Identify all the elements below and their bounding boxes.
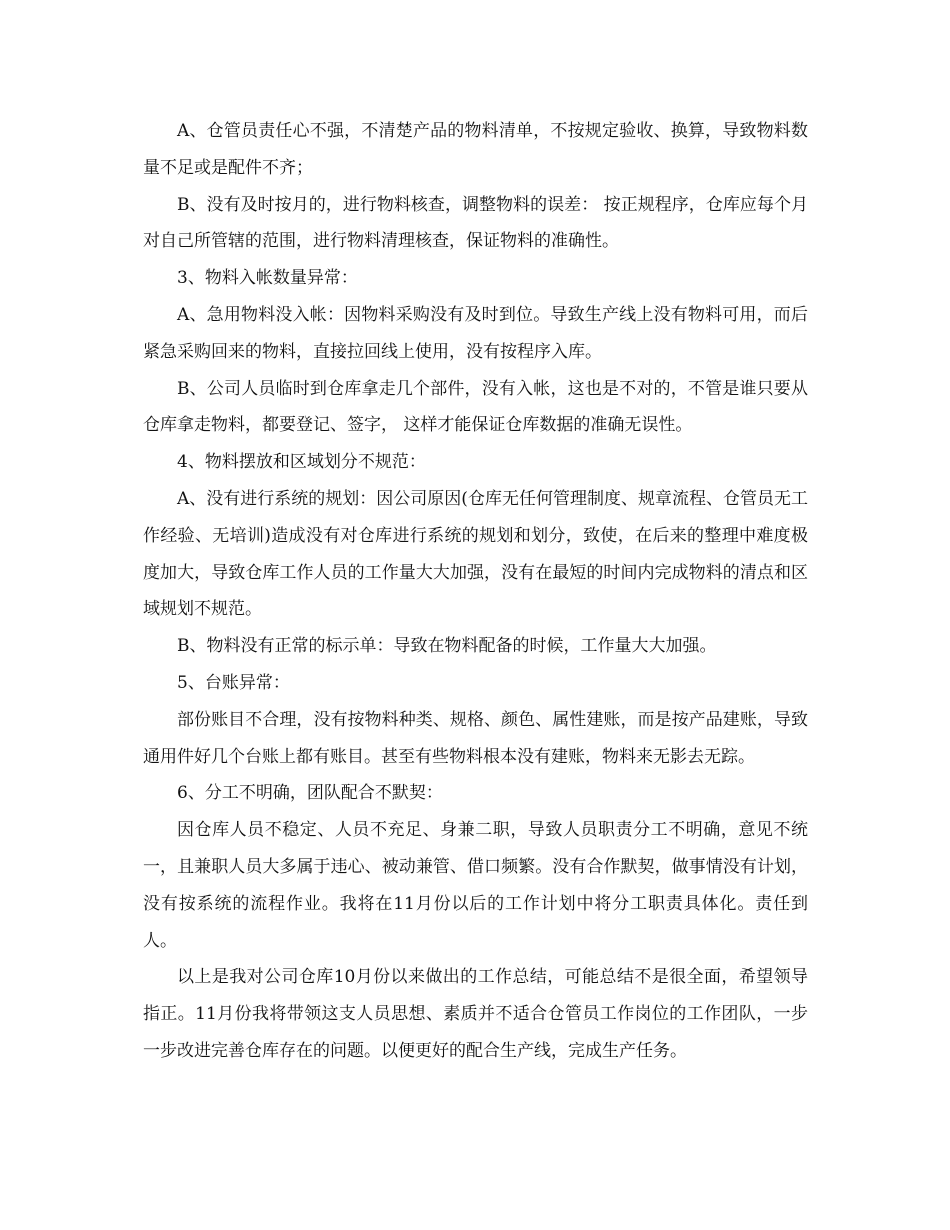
- paragraph-5: 部份账目不合理，没有按物料种类、规格、颜色、属性建账，而是按产品建账，导致通用件好几个台账上都有账目。甚至有些物料根本没有建账，物料来无影去无踪。: [143, 709, 808, 767]
- heading-4: 4、物料摆放和区域划分不规范：: [177, 452, 426, 473]
- paragraph-6: 因仓库人员不稳定、人员不充足、身兼二职，导致人员职责分工不明确，意见不统一，且兼职人员大多属于违心、被动兼管、借口频繁。没有合作默契，做事情没有计划，没有按系统的流程作业。我将在11月份以后的工作计划中将分工职责具体化。责任到人。: [143, 820, 808, 951]
- heading-5: 5、台账异常：: [177, 672, 290, 693]
- paragraph-3b: B、公司人员临时到仓库拿走几个部件，没有入帐，这也是不对的，不管是谁只要从仓库拿走物料，都要登记、签字， 这样才能保证仓库数据的准确无误性。: [143, 378, 808, 436]
- paragraph-2: B、没有及时按月的，进行物料核查，调整物料的误差： 按正规程序，仓库应每个月对自己所管辖的范围，进行物料清理核查，保证物料的准确性。: [143, 194, 808, 252]
- paragraph-4b: B、物料没有正常的标示单：导致在物料配备的时候，工作量大大加强。: [177, 636, 717, 657]
- paragraph-4a: A、没有进行系统的规划：因公司原因(仓库无任何管理制度、规章流程、仓管员无工作经验、无培训)造成没有对仓库进行系统的规划和划分，致使，在后来的整理中难度极度加大，导致仓库工作人员的工作量大大加强，没有在最短的时间内完成物料的清点和区域规划不规范。: [143, 488, 808, 620]
- paragraph-3a: A、急用物料没入帐：因物料采购没有及时到位。导致生产线上没有物料可用，而后紧急采购回来的物料，直接拉回线上使用，没有按程序入库。: [143, 304, 808, 362]
- paragraph-1: A、仓管员责任心不强，不清楚产品的物料清单，不按规定验收、换算，导致物料数量不足或是配件不齐；: [143, 121, 808, 178]
- paragraph-summary: 以上是我对公司仓库10月份以来做出的工作总结，可能总结不是很全面，希望领导指正。11月份我将带领这支人员思想、素质并不适合仓管员工作岗位的工作团队，一步一步改进完善仓库存在的问题。以便更好的配合生产线，完成生产任务。: [143, 967, 808, 1061]
- document-page: [143, 113, 808, 1070]
- heading-6: 6、分工不明确，团队配合不默契：: [177, 783, 443, 804]
- heading-3: 3、物料入帐数量异常：: [177, 268, 358, 289]
